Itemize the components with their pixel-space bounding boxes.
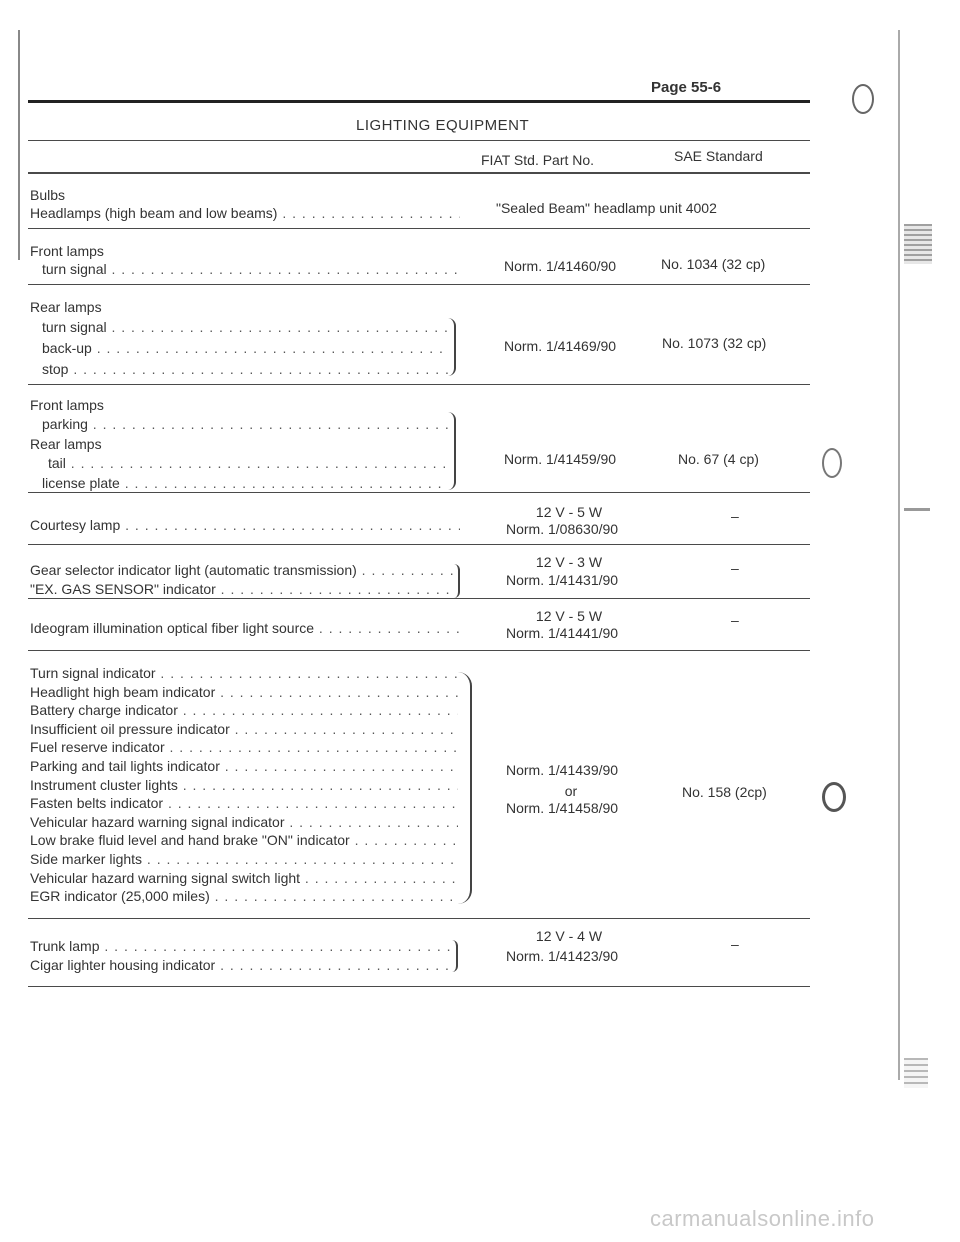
item-cigar-lighter: Cigar lighter housing indicator . . . [30,957,450,973]
fiat-trunk: Norm. 1/41423/90 [506,948,619,964]
item-courtesy-lamp: Courtesy lamp . . . [30,517,460,533]
indicator-item: Instrument cluster lights . . . [30,777,458,793]
page-title: LIGHTING EQUIPMENT [356,117,530,134]
sae-courtesy: – [731,508,739,524]
title-rule [28,140,810,141]
page-number: Page 55-6 [651,79,722,96]
fiat-gear: Norm. 1/41431/90 [506,572,619,588]
section-heading-bulbs: Bulbs [30,187,66,203]
sae-rear: No. 1073 (32 cp) [662,335,767,351]
brace-indicators [458,672,472,904]
item-tail: tail . . . [48,455,448,471]
indicator-item: Low brake fluid level and hand brake "ON" indicator . . . [30,832,458,848]
item-license-plate: license plate . . . [42,475,448,491]
rule-bulbs [28,228,810,229]
indicator-item: Turn signal indicator . . . [30,665,458,681]
binding-hole-middle [822,448,842,478]
rule-front-turn [28,284,810,285]
indicator-item: Fasten belts indicator . . . [30,795,458,811]
column-header-sae: SAE Standard [674,148,763,164]
rule-ideogram [28,650,810,651]
scan-artifact-2 [904,508,930,511]
fiat-indicators-2: Norm. 1/41458/90 [506,800,619,816]
fiat-ideogram: Norm. 1/41441/90 [506,625,619,641]
indicator-item: Vehicular hazard warning signal switch light . . . [30,870,458,886]
item-back-up: back-up . . . [42,340,448,356]
indicator-item: Headlight high beam indicator . . . [30,684,458,700]
item-headlamps: Headlamps (high beam and low beams) . . . [30,205,460,221]
rating-trunk: 12 V - 4 W [535,928,603,944]
sae-front-turn: No. 1034 (32 cp) [661,256,766,272]
rating-gear: 12 V - 3 W [535,554,603,570]
spec-sealed-beam: "Sealed Beam" headlamp unit 4002 [496,200,717,216]
fiat-courtesy: Norm. 1/08630/90 [506,521,619,537]
rating-ideogram: 12 V - 5 W [535,608,603,624]
rule-indicators [28,918,810,919]
watermark: carmanualsonline.info [650,1206,875,1231]
item-trunk-lamp: Trunk lamp . . . [30,938,450,954]
column-header-fiat: FIAT Std. Part No. [481,152,595,168]
item-stop: stop . . . [42,361,448,377]
item-ex-gas-sensor: "EX. GAS SENSOR" indicator . . . [30,581,450,597]
sae-ideogram: – [731,612,739,628]
item-gear-selector: Gear selector indicator light (automatic transmission) . . . [30,562,456,578]
indicators-or: or [564,783,578,799]
brace-parking [448,412,456,490]
scan-artifact-1 [904,224,932,264]
fiat-parking: Norm. 1/41459/90 [504,451,617,467]
header-rule [28,100,810,103]
sae-gear: – [731,560,739,576]
indicator-item: Vehicular hazard warning signal indicator . . . [30,814,458,830]
item-parking: parking . . . [42,416,448,432]
fiat-rear: Norm. 1/41469/90 [504,338,617,354]
sae-trunk: – [731,936,739,952]
rule-trunk [28,986,810,987]
rule-courtesy [28,544,810,545]
rule-gear [28,598,810,599]
right-scan-edge [898,30,900,1080]
binding-hole-bottom [822,782,846,812]
brace-rear [448,318,456,376]
column-header-rule [28,172,810,174]
sae-parking: No. 67 (4 cp) [678,451,759,467]
item-rear-turn-signal: turn signal . . . [42,319,448,335]
brace-gear [454,564,460,598]
section-heading-front-lamps: Front lamps [30,243,104,259]
indicator-item: Parking and tail lights indicator . . . [30,758,458,774]
indicator-item: Side marker lights . . . [30,851,458,867]
brace-trunk [452,940,458,972]
rating-courtesy: 12 V - 5 W [535,504,603,520]
scan-artifact-3 [904,1058,928,1088]
fiat-front-turn: Norm. 1/41460/90 [504,258,617,274]
rule-rear [28,384,810,385]
section-heading-front-lamps-2: Front lamps [30,397,104,413]
section-heading-rear-lamps-2: Rear lamps [30,436,102,452]
indicator-item: Fuel reserve indicator . . . [30,739,458,755]
sae-indicators: No. 158 (2cp) [682,784,767,800]
item-ideogram: Ideogram illumination optical fiber light source . . . [30,620,460,636]
section-heading-rear-lamps: Rear lamps [30,299,102,315]
indicator-item: Insufficient oil pressure indicator . . . [30,721,458,737]
binding-hole-top [852,84,874,114]
indicator-item: EGR indicator (25,000 miles) . . . [30,888,458,904]
rule-parking [28,492,810,493]
left-scan-edge [18,30,20,260]
indicator-item: Battery charge indicator . . . [30,702,458,718]
fiat-indicators-1: Norm. 1/41439/90 [506,762,619,778]
item-front-turn-signal: turn signal . . . [42,261,460,277]
